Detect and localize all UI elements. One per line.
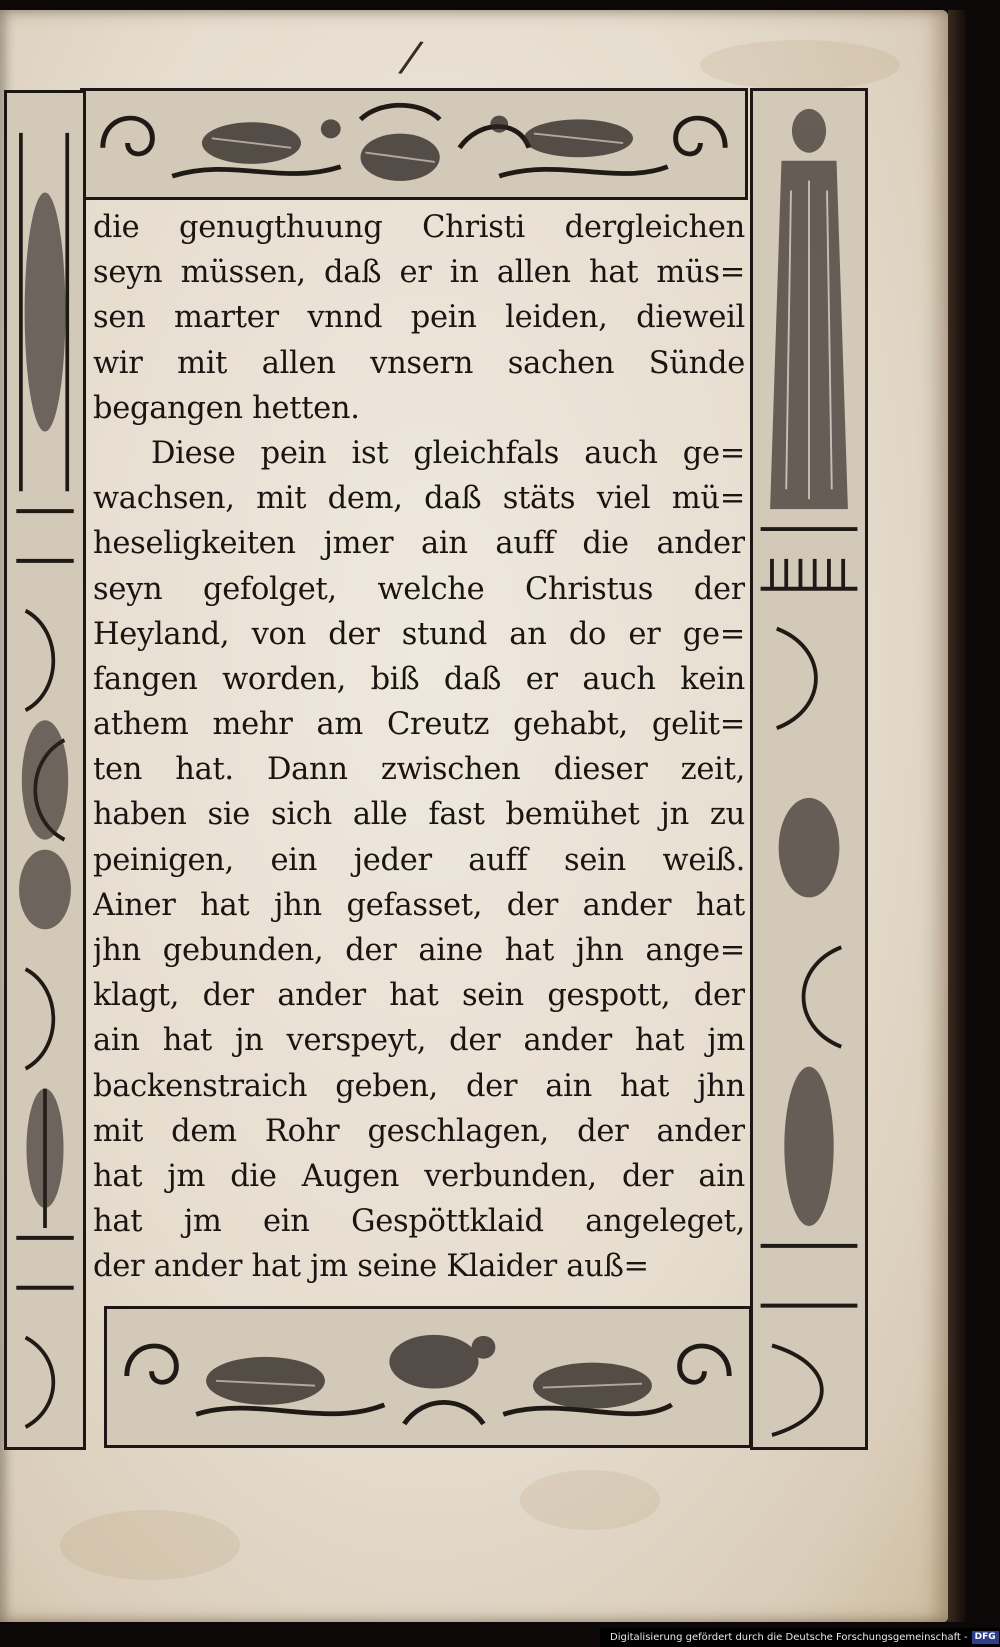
woodcut-border-left [4, 90, 86, 1450]
page-mark: / [400, 31, 422, 82]
text-line: sen marter vnnd pein leiden, dieweil [93, 300, 745, 336]
text-line: hat jm die Augen verbunden, der ain [93, 1158, 745, 1194]
text-line: ain hat jn verspeyt, der ander hat jm [93, 1023, 745, 1059]
digitization-credit [600, 1628, 1000, 1647]
text-line: fangen worden, biß daß er auch kein [93, 661, 745, 697]
text-line: die genugthuung Christi dergleichen [93, 210, 745, 245]
text-line: backenstraich geben, der ain hat jhn [93, 1068, 745, 1104]
text-line: jhn gebunden, der aine hat jhn ange= [93, 933, 745, 968]
woodcut-border-bottom [104, 1306, 752, 1448]
page-edge [948, 10, 966, 1622]
text-line: begangen hetten. [93, 390, 360, 426]
text-line: klagt, der ander hat sein gespott, der [93, 978, 745, 1014]
ornament-column-icon [7, 93, 83, 1447]
text-line: seyn müssen, daß er in allen hat müs= [93, 255, 745, 291]
page-text [93, 205, 745, 1290]
text-line: Heyland, von der stund an do er ge= [93, 616, 745, 652]
text-line: Diese pein ist gleichfals auch ge= [151, 435, 745, 471]
woodcut-border-top [80, 88, 748, 200]
text-line: hat jm ein Gespöttklaid angeleget, [93, 1204, 745, 1240]
ornament-animals-icon [107, 1309, 749, 1445]
ornament-scroll-icon [83, 91, 745, 197]
text-line: wachsen, mit dem, daß stäts viel mü= [93, 481, 745, 517]
text-line: seyn gefolget, welche Christus der [93, 571, 745, 607]
text-line: mit dem Rohr geschlagen, der ander [93, 1113, 745, 1149]
text-line: ten hat. Dann zwischen dieser zeit, [93, 752, 745, 788]
paper-stain [60, 1510, 240, 1580]
text-line: der ander hat jm seine Klaider auß= [93, 1249, 649, 1285]
text-line: haben sie sich alle fast bemühet jn zu [93, 797, 745, 833]
text-line: Ainer hat jhn gefasset, der ander hat [93, 887, 745, 923]
text-line: wir mit allen vnsern sachen Sünde [93, 345, 745, 381]
text-line: peinigen, ein jeder auff sein weiß. [93, 842, 745, 878]
ornament-figure-icon [753, 91, 865, 1447]
woodcut-border-right [750, 88, 868, 1450]
dfg-logo: DFG [972, 1631, 999, 1644]
text-line: athem mehr am Creutz gehabt, gelit= [93, 707, 745, 743]
credit-text: Digitalisierung gefördert durch die Deutsche Forschungsgemeinschaft - [610, 1632, 968, 1643]
paper-stain [700, 40, 900, 90]
paper-stain [520, 1470, 660, 1530]
text-line: heseligkeiten jmer ain auff die ander [93, 526, 745, 562]
